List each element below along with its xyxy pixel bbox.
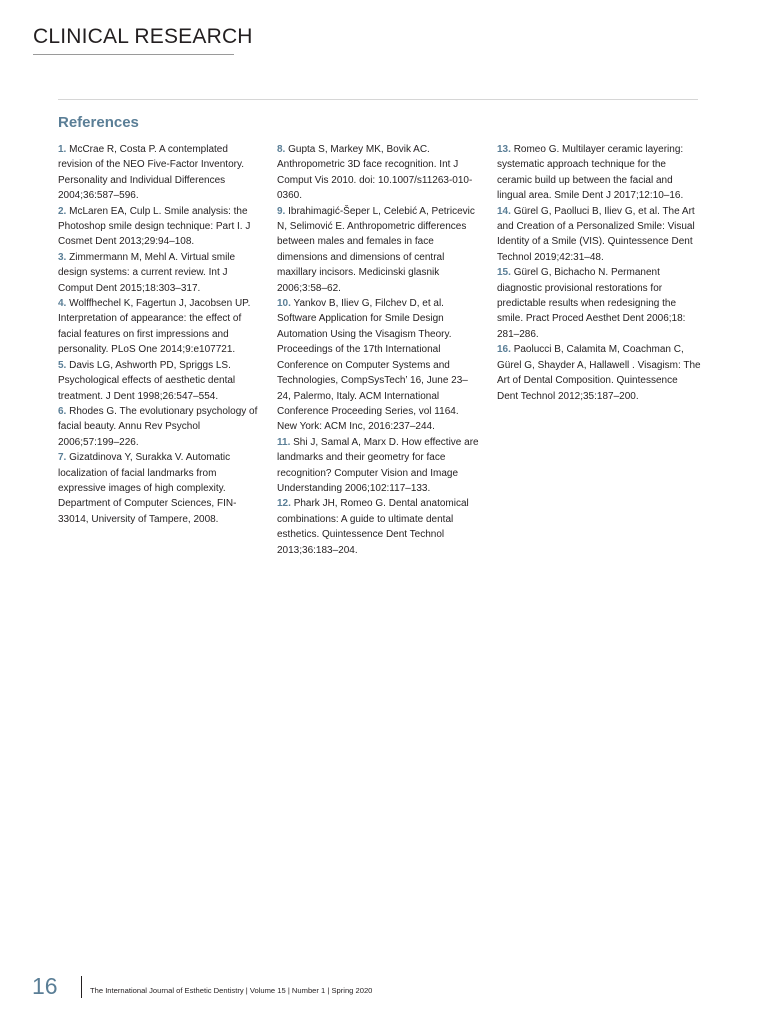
footer-divider xyxy=(81,976,82,998)
reference-number: 1. xyxy=(58,144,67,155)
reference-text: Gürel G, Bichacho N. Permanent diagnostic provisional restorations for predictable results when redesigning the smile. Pract Proced Aesthet Dent 2006;18: 281–286. xyxy=(497,267,686,340)
references-column-1 xyxy=(58,142,262,527)
reference-number: 8. xyxy=(277,144,286,155)
references-column-3 xyxy=(497,142,701,404)
reference-text: McCrae R, Costa P. A contemplated revision of the NEO Five-Factor Inventory. Personality and Individual Differences 2004;36:587–596. xyxy=(58,144,244,202)
journal-citation: The International Journal of Esthetic Dentistry | Volume 15 | Number 1 | Spring 2020 xyxy=(90,986,373,995)
reference-item xyxy=(58,450,262,527)
top-divider xyxy=(58,99,698,100)
reference-item xyxy=(277,435,481,497)
reference-text: Davis LG, Ashworth PD, Spriggs LS. Psychological effects of aesthetic dental treatment. J Dent 1998;26:547–554. xyxy=(58,359,236,402)
reference-text: Paolucci B, Calamita M, Coachman C, Gürel G, Shayder A, Hallawell . Visagism: The Art of Dental Composition. Quintessence Dent Technol 2012;35:187–200. xyxy=(497,344,701,402)
reference-item xyxy=(277,204,481,296)
page-number: 16 xyxy=(32,973,58,999)
reference-item xyxy=(58,358,262,404)
reference-number: 3. xyxy=(58,251,67,263)
reference-text: Rhodes G. The evolutionary psychology of facial beauty. Annu Rev Psychol 2006;57:199–226. xyxy=(58,405,258,448)
reference-text: Romeo G. Multilayer ceramic layering: systematic approach technique for the ceramic build up between the facial and lingual area. Smile Dent J 2017;12:10–16. xyxy=(497,144,684,202)
reference-text: Wolffhechel K, Fagertun J, Jacobsen UP. Interpretation of appearance: the effect of facial features on first impressions and personality. PLoS One 2014;9:e107721. xyxy=(58,298,251,356)
reference-text: McLaren EA, Culp L. Smile analysis: the Photoshop smile design technique: Part I. J Cosmet Dent 2013;29:94–108. xyxy=(58,205,251,248)
reference-number: 9. xyxy=(277,205,286,217)
reference-text: Gürel G, Paolluci B, Iliev G, et al. The Art and Creation of a Personalized Smile: Visual Identity of a Smile (VIS). Quintessence Dent Technol 2019;42:31–48. xyxy=(497,205,695,263)
reference-number: 12. xyxy=(277,498,291,510)
reference-text: Zimmermann M, Mehl A. Virtual smile design systems: a current review. Int J Comput Dent 2015;18:303–317. xyxy=(58,251,236,294)
reference-number: 2. xyxy=(58,205,67,217)
reference-item xyxy=(277,296,481,435)
reference-number: 10. xyxy=(277,298,291,310)
reference-item xyxy=(58,404,262,450)
reference-number: 6. xyxy=(58,405,67,417)
reference-item xyxy=(497,265,701,342)
reference-item xyxy=(497,204,701,266)
references-title: References xyxy=(58,114,139,131)
reference-number: 11. xyxy=(277,436,291,448)
reference-item xyxy=(58,250,262,296)
reference-item xyxy=(277,142,481,204)
reference-item xyxy=(277,496,481,558)
reference-text: Ibrahimagić-Šeper L, Celebić A, Petricevic N, Selimović E. Anthropometric differences between males and females in face dimensions and dimensions of central maxillary incisors. Medicinski glasnik 2006;3:58–62. xyxy=(277,205,475,294)
reference-item xyxy=(58,204,262,250)
references-column-2 xyxy=(277,142,481,558)
reference-number: 4. xyxy=(58,298,67,310)
reference-number: 13. xyxy=(497,144,511,155)
reference-item xyxy=(58,142,262,204)
reference-text: Gupta S, Markey MK, Bovik AC. Anthropometric 3D face recognition. Int J Comput Vis 2010. doi: 10.1007/s11263-010-0360. xyxy=(277,144,473,202)
reference-text: Phark JH, Romeo G. Dental anatomical combinations: A guide to ultimate dental esthetics. Quintessence Dent Technol 2013;36:183–204. xyxy=(277,498,469,556)
reference-item xyxy=(497,342,701,404)
reference-text: Shi J, Samal A, Marx D. How effective are landmarks and their geometry for face recognition? Computer Vision and Image Understanding 2006;102:117–133. xyxy=(277,436,479,494)
reference-number: 7. xyxy=(58,452,67,464)
section-header: CLINICAL RESEARCH xyxy=(33,24,234,55)
reference-item xyxy=(58,296,262,358)
reference-number: 15. xyxy=(497,267,511,279)
reference-item xyxy=(497,142,701,204)
reference-number: 16. xyxy=(497,344,511,356)
reference-text: Gizatdinova Y, Surakka V. Automatic localization of facial landmarks from expressive images of high complexity. Department of Computer Sciences, FIN-33014, University of Tampere, 2008. xyxy=(58,452,237,525)
reference-number: 5. xyxy=(58,359,67,371)
reference-text: Yankov B, Iliev G, Filchev D, et al. Software Application for Smile Design Automation Using the Visagism Theory. Proceedings of the 17th International Conference on Computer Systems and Technologies, CompSysTech’ 16, June 23–24, Palermo, Italy. ACM International Conference Proceeding Series, vol 1164. New York: ACM Inc, 2016:237–244. xyxy=(277,298,468,433)
reference-number: 14. xyxy=(497,205,511,217)
